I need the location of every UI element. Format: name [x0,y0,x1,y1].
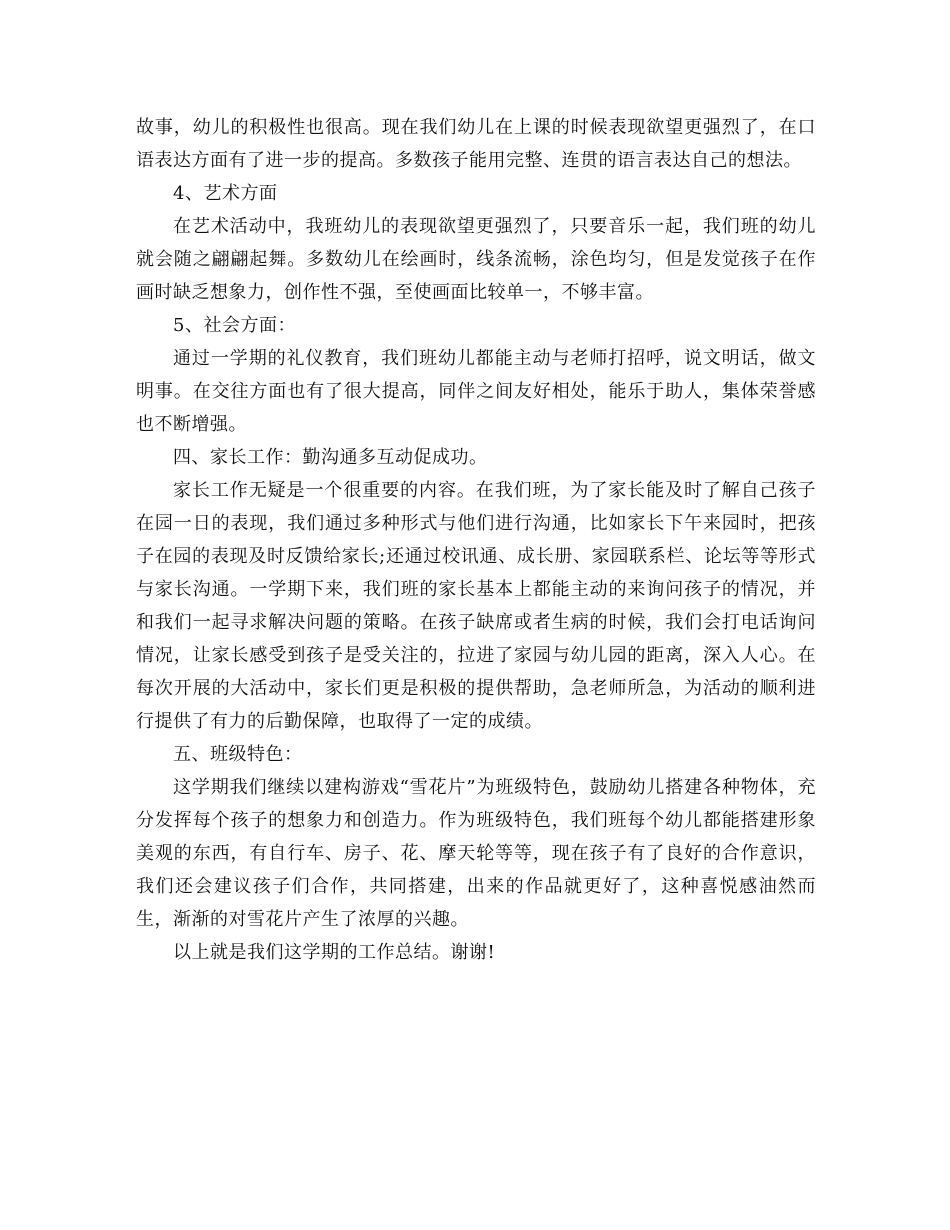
paragraph-social: 通过一学期的礼仪教育，我们班幼儿都能主动与老师打招呼，说文明话，做文明事。在交往方面也有了很大提高，同伴之间友好相处，能乐于助人，集体荣誉感也不断增强。 [136,348,816,435]
section-heading-class-feature: 五、班级特色： [173,744,303,765]
section-heading-art: 4、艺术方面 [173,183,278,204]
paragraph-continuation: 故事，幼儿的积极性也很高。现在我们幼儿在上课的时候表现欲望更强烈了，在口语表达方面有了进一步的提高。多数孩子能用完整、连贯的语言表达自己的想法。 [136,117,816,171]
section-heading-parents: 四、家长工作：勤沟通多互动促成功。 [173,447,488,468]
paragraph-art: 在艺术活动中，我班幼儿的表现欲望更强烈了，只要音乐一起，我们班的幼儿就会随之翩翩起舞。多数幼儿在绘画时，线条流畅，涂色均匀，但是发觉孩子在作画时缺乏想象力，创作性不强，至使画面比较单一，不够丰富。 [136,216,816,303]
document-body [136,111,816,969]
paragraph-class-feature: 这学期我们继续以建构游戏“雪花片”为班级特色，鼓励幼儿搭建各种物体，充分发挥每个孩子的想象力和创造力。作为班级特色，我们班每个幼儿都能搭建形象美观的东西，有自行车、房子、花、摩天轮等等，现在孩子有了良好的合作意识，我们还会建议孩子们合作，共同搭建，出来的作品就更好了，这种喜悦感油然而生，渐渐的对雪花片产生了浓厚的兴趣。 [136,777,816,930]
paragraph-parents: 家长工作无疑是一个很重要的内容。在我们班，为了家长能及时了解自己孩子在园一日的表现，我们通过多种形式与他们进行沟通，比如家长下午来园时，把孩子在园的表现及时反馈给家长;还通过校讯通、成长册、家园联系栏、论坛等等形式与家长沟通。一学期下来，我们班的家长基本上都能主动的来询问孩子的情况，并和我们一起寻求解决问题的策略。在孩子缺席或者生病的时候，我们会打电话询问情况，让家长感受到孩子是受关注的，拉进了家园与幼儿园的距离，深入人心。在每次开展的大活动中，家长们更是积极的提供帮助，急老师所急，为活动的顺利进行提供了有力的后勤保障，也取得了一定的成绩。 [136,480,816,732]
section-heading-social: 5、社会方面： [173,315,296,336]
closing-line: 以上就是我们这学期的工作总结。谢谢! [173,942,496,963]
